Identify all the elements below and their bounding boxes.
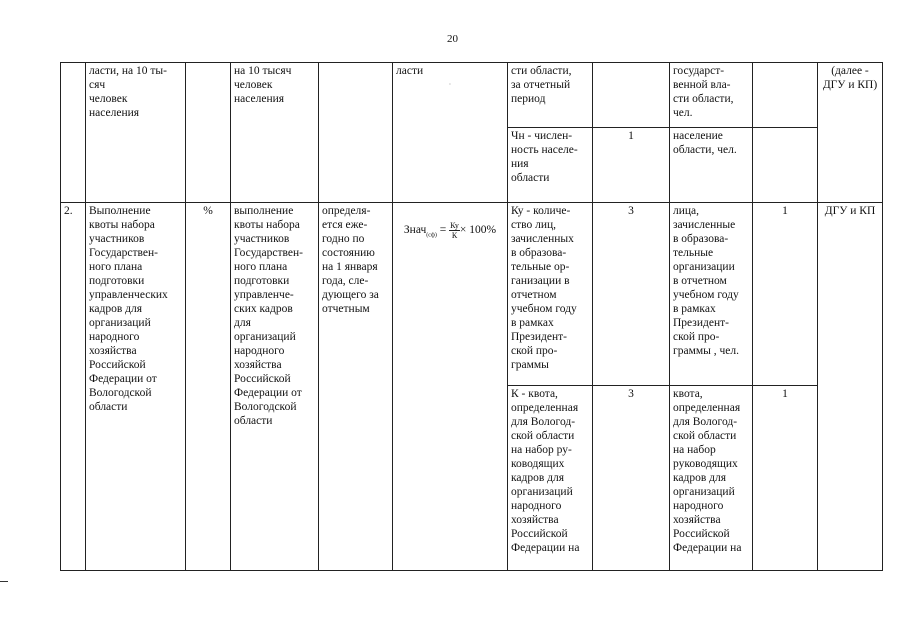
indicator-name-cell: ласти, на 10 ты- сяч человек населения: [86, 63, 186, 203]
formula-eq: =: [436, 224, 450, 237]
formula-numerator: Ку: [450, 221, 459, 230]
formula-denominator: К: [451, 231, 458, 240]
component-code-cell: 3: [593, 203, 670, 386]
table-row-continued: [61, 63, 883, 128]
formula-cell: [393, 63, 508, 203]
component-desc-cell: Ку - количе- ство лиц, зачисленных в образова- тельные ор- ганизации в отчетном учебном году в рамках Президент- ской про- граммы: [508, 203, 593, 386]
formula-text: ласти: [396, 65, 424, 77]
component-unit-cell: лица, зачисленные в образова- тельные организации в отчетном учебном году в рамках Президент- ской про- граммы , чел.: [670, 203, 753, 386]
component-code-cell: 3: [593, 386, 670, 571]
unit-cell: %: [186, 203, 231, 571]
period-cell: определя- ется еже- годно по состоянию на 1 января года, сле- дующего за отчетным: [319, 203, 393, 571]
indicator-name-cell: Выполнение квоты набора участников Государствен- ного плана подготовки управленческих кадров для организаций народного хозяйства Российской Федерации от Вологодской области: [86, 203, 186, 571]
responsible-cell: ДГУ и КП: [818, 203, 883, 571]
formula-fraction: [449, 221, 460, 240]
responsible-cell: (далее - ДГУ и КП): [818, 63, 883, 203]
component-desc-cell: Чн - числен- ность населе- ния области: [508, 128, 593, 203]
formula-dot: ·: [448, 80, 452, 89]
definition-cell: выполнение квоты набора участников Государствен- ного плана подготовки управленче- ских кадров для организаций народного хозяйства Российской Федерации от Вологодской области: [231, 203, 319, 571]
indicator-table: [60, 62, 883, 571]
margin-mark: [0, 581, 8, 582]
component-source-cell: 1: [753, 203, 818, 386]
definition-cell: на 10 тысяч человек населения: [231, 63, 319, 203]
table-row-2: [61, 203, 883, 386]
formula-lhs: Знач: [403, 224, 427, 237]
formula-mult: × 100%: [459, 224, 497, 237]
row-number-cell: 2.: [61, 203, 86, 571]
component-code-cell: 1: [593, 128, 670, 203]
component-source-cell: 1: [753, 386, 818, 571]
component-unit-cell: государст- венной вла- сти области, чел.: [670, 63, 753, 128]
component-unit-cell: население области, чел.: [670, 128, 753, 203]
formula-cell: [393, 203, 508, 571]
formula-lhs-sub: (сф): [426, 232, 437, 239]
component-desc-cell: К - квота, определенная для Вологод- ской области на набор ру- ководящих кадров для организаций народного хозяйства Российской Федерации на: [508, 386, 593, 571]
page-number: 20: [447, 33, 458, 45]
component-desc-cell: сти области, за отчетный период: [508, 63, 593, 128]
component-unit-cell: квота, определенная для Вологод- ской области на набор руководящих кадров для организаций народного хозяйства Российской Федерации на: [670, 386, 753, 571]
